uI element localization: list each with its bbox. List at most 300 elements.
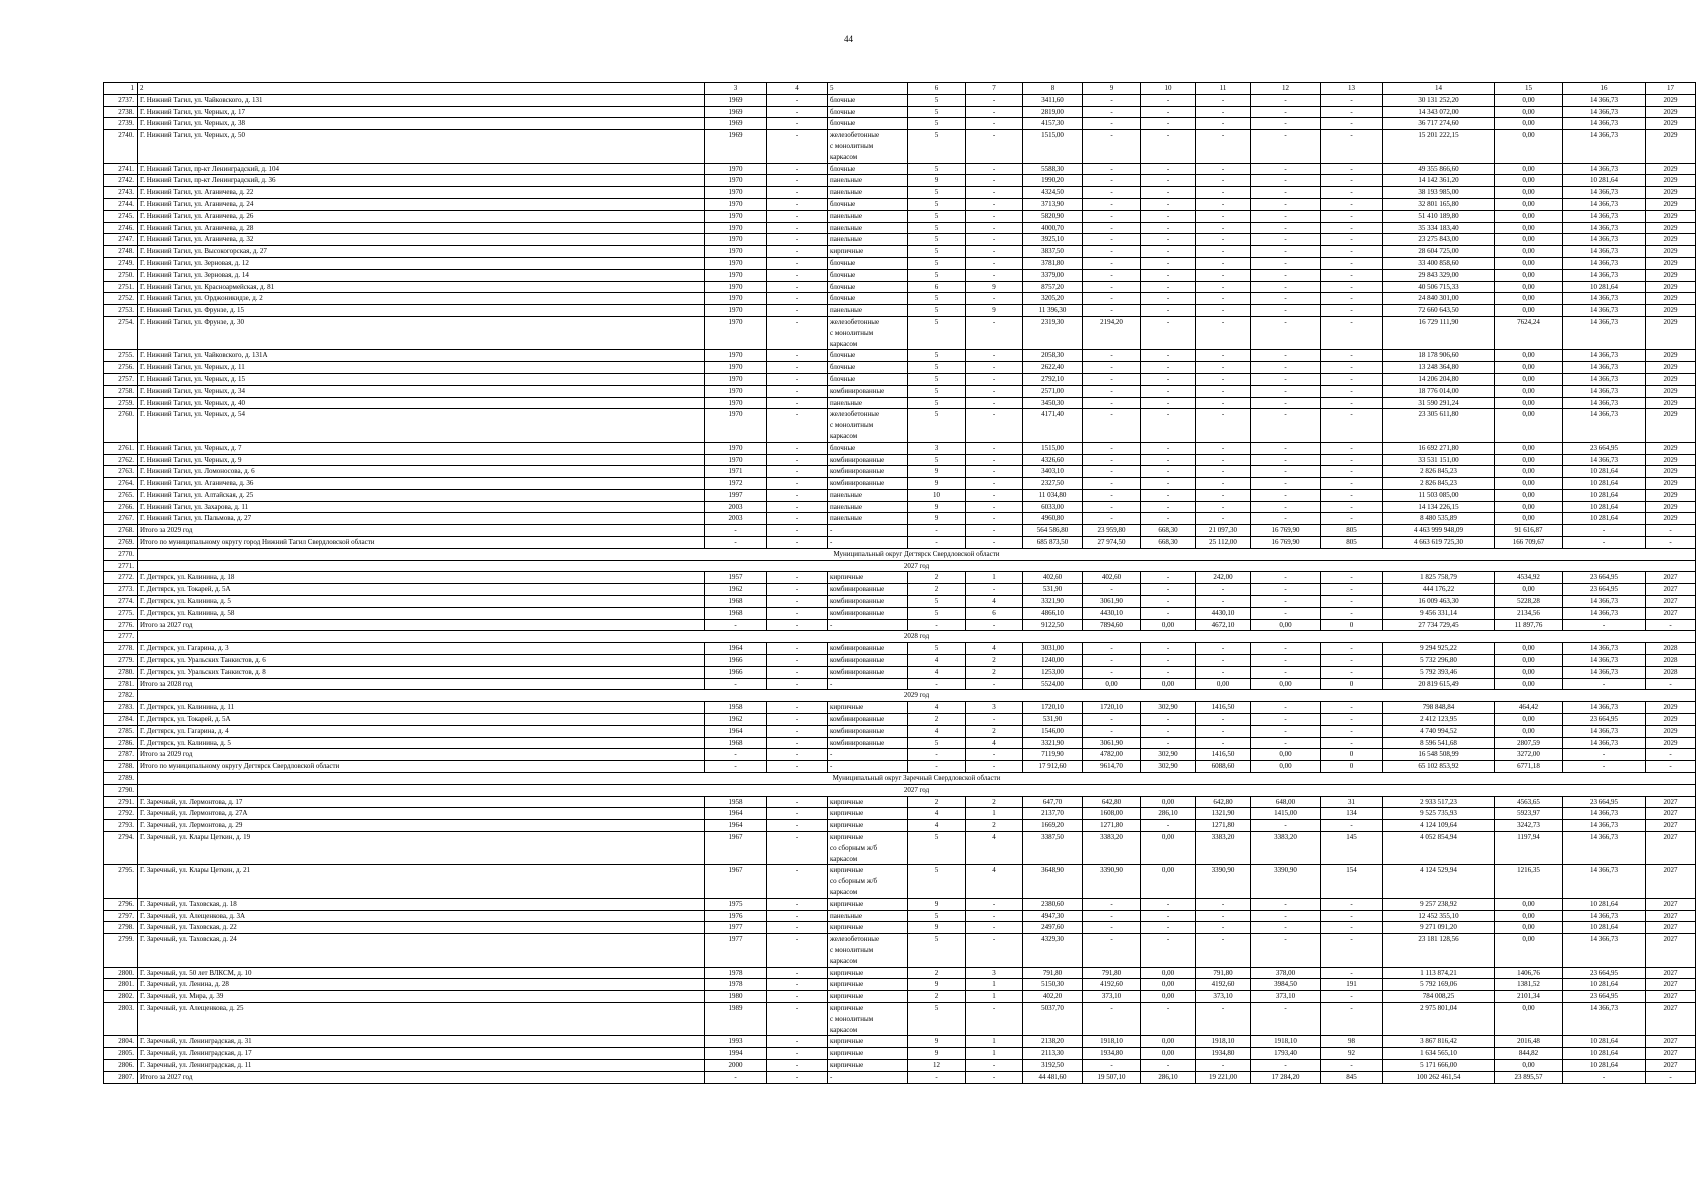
table-cell: -: [1083, 293, 1141, 305]
table-cell: -: [1321, 501, 1383, 513]
table-cell: 2767.: [104, 513, 138, 525]
table-cell: Г. Нижний Тагил, ул. Чайковского, д. 131А: [138, 350, 705, 362]
table-cell: -: [1083, 187, 1141, 199]
table-cell: -: [767, 1059, 828, 1071]
column-header: 14: [1383, 83, 1495, 95]
table-cell: 17 912,60: [1023, 761, 1083, 773]
table-cell: 1934,80: [1196, 1048, 1251, 1060]
table-cell: -: [966, 749, 1023, 761]
table-cell: 5: [908, 316, 966, 349]
table-cell: -: [767, 596, 828, 608]
table-cell: 647,70: [1023, 796, 1083, 808]
table-cell: 14 366,73: [1563, 820, 1646, 832]
table-cell: 4: [966, 832, 1023, 865]
table-cell: 1: [966, 808, 1023, 820]
table-cell: 5037,70: [1023, 1002, 1083, 1035]
table-cell: 2758.: [104, 385, 138, 397]
table-cell: 0,00: [1495, 293, 1563, 305]
table-cell: 1972: [705, 478, 767, 490]
table-cell: 0,00: [1141, 1048, 1196, 1060]
table-cell: -: [828, 1071, 908, 1083]
table-cell: 2327,50: [1023, 478, 1083, 490]
table-cell: 0,00: [1495, 373, 1563, 385]
table-cell: 10 281,64: [1563, 489, 1646, 501]
table-cell: 373,10: [1196, 991, 1251, 1003]
table-cell: -: [966, 316, 1023, 349]
table-cell: панельные: [828, 187, 908, 199]
table-cell: 0,00: [1495, 281, 1563, 293]
table-cell: Г. Заречный, ул. Таховская, д. 22: [138, 922, 705, 934]
table-cell: -: [1196, 257, 1251, 269]
table-cell: -: [966, 118, 1023, 130]
table-cell: 4: [966, 737, 1023, 749]
table-cell: 10 281,64: [1563, 478, 1646, 490]
table-cell: комбинированные: [828, 607, 908, 619]
table-cell: -: [828, 678, 908, 690]
table-cell: 9614,70: [1083, 761, 1141, 773]
table-cell: 3390,90: [1196, 865, 1251, 898]
table-cell: 2027: [1646, 796, 1696, 808]
table-cell: -: [1141, 281, 1196, 293]
table-cell: -: [1251, 130, 1321, 163]
table-cell: -: [767, 1036, 828, 1048]
table-cell: 14 366,73: [1563, 454, 1646, 466]
table-cell: 2: [908, 796, 966, 808]
table-cell: 0,00: [1495, 305, 1563, 317]
table-cell: -: [1083, 106, 1141, 118]
table-cell: -: [767, 187, 828, 199]
table-cell: -: [1563, 678, 1646, 690]
table-cell: 5: [908, 130, 966, 163]
table-cell: -: [1196, 584, 1251, 596]
table-cell: -: [1321, 596, 1383, 608]
table-cell: -: [1083, 584, 1141, 596]
table-cell: 3061,90: [1083, 596, 1141, 608]
table-cell: 19 221,00: [1196, 1071, 1251, 1083]
table-cell: 10 281,64: [1563, 466, 1646, 478]
table-cell: 6088,60: [1196, 761, 1251, 773]
table-cell: 286,10: [1141, 808, 1196, 820]
table-cell: 3450,30: [1023, 397, 1083, 409]
table-cell: 11 897,76: [1495, 619, 1563, 631]
table-cell: -: [767, 655, 828, 667]
table-cell: 0,00: [1495, 210, 1563, 222]
table-cell: Г. Заречный, ул. Клары Цеткин, д. 21: [138, 865, 705, 898]
table-cell: 2027: [1646, 910, 1696, 922]
table-cell: 302,90: [1141, 761, 1196, 773]
table-cell: 1918,10: [1083, 1036, 1141, 1048]
table-cell: -: [1196, 478, 1251, 490]
table-cell: Г. Заречный, ул. Таховская, д. 24: [138, 934, 705, 967]
table-cell: 9 257 238,92: [1383, 898, 1495, 910]
table-cell: -: [767, 210, 828, 222]
table-cell: 1970: [705, 222, 767, 234]
table-cell: 0,00: [1495, 910, 1563, 922]
table-cell: -: [767, 94, 828, 106]
table-cell: 2763.: [104, 466, 138, 478]
table-cell: Г. Нижний Тагил, ул. Аганичева, д. 26: [138, 210, 705, 222]
table-cell: -: [1083, 198, 1141, 210]
table-cell: 2029: [1646, 187, 1696, 199]
table-cell: 0: [1321, 761, 1383, 773]
table-cell: 1970: [705, 454, 767, 466]
table-cell: -: [908, 1071, 966, 1083]
table-cell: 3383,20: [1196, 832, 1251, 865]
table-cell: -: [1251, 350, 1321, 362]
table-cell: 2029: [1646, 702, 1696, 714]
table-cell: блочные: [828, 281, 908, 293]
table-cell: 12 452 355,10: [1383, 910, 1495, 922]
table-cell: 2027: [1646, 1036, 1696, 1048]
table-row: [104, 1036, 1696, 1048]
table-cell: 32 801 165,80: [1383, 198, 1495, 210]
table-cell: 21 097,30: [1196, 525, 1251, 537]
table-cell: 2497,60: [1023, 922, 1083, 934]
table-cell: 1970: [705, 187, 767, 199]
table-cell: -: [1083, 442, 1141, 454]
table-cell: 4: [908, 655, 966, 667]
table-cell: -: [767, 130, 828, 163]
table-cell: блочные: [828, 350, 908, 362]
table-cell: -: [1251, 655, 1321, 667]
table-cell: комбинированные: [828, 737, 908, 749]
table-cell: -: [1196, 489, 1251, 501]
row-number: 2782.: [104, 690, 138, 702]
table-cell: Г. Нижний Тагил, ул. Аганичева, д. 36: [138, 478, 705, 490]
table-cell: 27 974,50: [1083, 537, 1141, 549]
table-cell: -: [1083, 350, 1141, 362]
table-cell: 1 113 874,21: [1383, 967, 1495, 979]
table-cell: -: [1251, 702, 1321, 714]
table-cell: -: [1251, 466, 1321, 478]
table-cell: 65 102 853,92: [1383, 761, 1495, 773]
table-row: [104, 1002, 1696, 1035]
table-row: [104, 513, 1696, 525]
table-cell: -: [1141, 820, 1196, 832]
table-cell: Г. Заречный, ул. Лермонтова, д. 27А: [138, 808, 705, 820]
table-cell: Итого по муниципальному округу Дегтярск Свердловской области: [138, 761, 705, 773]
table-cell: -: [828, 619, 908, 631]
table-cell: -: [966, 210, 1023, 222]
table-cell: 1969: [705, 106, 767, 118]
table-cell: 18 776 014,00: [1383, 385, 1495, 397]
table-cell: -: [767, 820, 828, 832]
table-cell: -: [1141, 362, 1196, 374]
table-cell: 4534,92: [1495, 572, 1563, 584]
table-cell: -: [1251, 666, 1321, 678]
table-cell: 4171,40: [1023, 409, 1083, 442]
table-cell: 14 366,73: [1563, 293, 1646, 305]
table-cell: 0,00: [1141, 1036, 1196, 1048]
table-cell: 4563,65: [1495, 796, 1563, 808]
table-cell: 4329,30: [1023, 934, 1083, 967]
table-cell: 51 410 189,80: [1383, 210, 1495, 222]
table-cell: -: [767, 967, 828, 979]
table-cell: -: [1321, 737, 1383, 749]
table-cell: блочные: [828, 362, 908, 374]
table-cell: 10 281,64: [1563, 175, 1646, 187]
table-row: [104, 454, 1696, 466]
table-cell: 0,00: [1495, 898, 1563, 910]
table-cell: -: [966, 454, 1023, 466]
table-cell: 14 366,73: [1563, 94, 1646, 106]
table-cell: 791,80: [1196, 967, 1251, 979]
table-cell: Г. Заречный, ул. 50 лет ВЛКСМ, д. 10: [138, 967, 705, 979]
table-cell: кирпичные со сборным ж/б каркасом: [828, 865, 908, 898]
table-cell: 1970: [705, 442, 767, 454]
table-cell: 2029: [1646, 305, 1696, 317]
table-cell: 10 281,64: [1563, 1059, 1646, 1071]
table-cell: 0,00: [1495, 350, 1563, 362]
table-cell: комбинированные: [828, 466, 908, 478]
table-cell: -: [1321, 702, 1383, 714]
table-cell: 1989: [705, 1002, 767, 1035]
table-cell: 791,80: [1023, 967, 1083, 979]
table-cell: 2027: [1646, 898, 1696, 910]
table-cell: 2 826 845,23: [1383, 466, 1495, 478]
table-cell: 3192,50: [1023, 1059, 1083, 1071]
table-cell: 1970: [705, 305, 767, 317]
table-cell: 2029: [1646, 501, 1696, 513]
table-cell: 0,00: [1141, 678, 1196, 690]
table-cell: 1964: [705, 820, 767, 832]
table-cell: -: [1251, 607, 1321, 619]
table-cell: 2761.: [104, 442, 138, 454]
table-cell: 9: [908, 1036, 966, 1048]
table-cell: 2029: [1646, 409, 1696, 442]
table-cell: -: [1196, 442, 1251, 454]
table-cell: -: [767, 442, 828, 454]
table-cell: 7624,24: [1495, 316, 1563, 349]
table-cell: -: [1083, 910, 1141, 922]
table-cell: 14 366,73: [1563, 737, 1646, 749]
section-row: [104, 690, 1696, 702]
table-cell: -: [767, 525, 828, 537]
table-cell: -: [966, 898, 1023, 910]
table-cell: 3321,90: [1023, 737, 1083, 749]
table-cell: -: [767, 749, 828, 761]
table-cell: -: [1141, 643, 1196, 655]
table-cell: 2797.: [104, 910, 138, 922]
table-cell: -: [1083, 163, 1141, 175]
table-cell: -: [1321, 725, 1383, 737]
table-row: [104, 222, 1696, 234]
table-cell: 2029: [1646, 397, 1696, 409]
table-cell: -: [767, 373, 828, 385]
table-cell: Г. Нижний Тагил, ул. Пальмова, д. 27: [138, 513, 705, 525]
table-cell: 8757,20: [1023, 281, 1083, 293]
table-cell: 0,00: [1495, 385, 1563, 397]
table-cell: 2027: [1646, 1002, 1696, 1035]
table-cell: кирпичные: [828, 796, 908, 808]
table-cell: 5: [908, 246, 966, 258]
table-cell: 2755.: [104, 350, 138, 362]
table-cell: 2780.: [104, 666, 138, 678]
table-cell: -: [908, 525, 966, 537]
table-cell: 1976: [705, 910, 767, 922]
table-cell: Г. Заречный, ул. Мира, д. 39: [138, 991, 705, 1003]
table-cell: железобетонные с монолитным каркасом: [828, 934, 908, 967]
table-cell: 2029: [1646, 257, 1696, 269]
table-cell: -: [1083, 385, 1141, 397]
table-row: [104, 702, 1696, 714]
table-cell: 2028: [1646, 643, 1696, 655]
table-cell: 2319,30: [1023, 316, 1083, 349]
table-cell: 100 262 461,54: [1383, 1071, 1495, 1083]
table-cell: -: [767, 796, 828, 808]
table-cell: -: [966, 501, 1023, 513]
table-cell: 14 366,73: [1563, 198, 1646, 210]
table-cell: 2027: [1646, 979, 1696, 991]
table-cell: 286,10: [1141, 1071, 1196, 1083]
table-cell: 14 366,73: [1563, 666, 1646, 678]
table-cell: 1962: [705, 714, 767, 726]
table-cell: комбинированные: [828, 385, 908, 397]
table-cell: панельные: [828, 210, 908, 222]
table-cell: Г. Заречный, ул. Ленинградская, д. 11: [138, 1059, 705, 1071]
row-number: 2770.: [104, 548, 138, 560]
table-row: [104, 198, 1696, 210]
table-cell: 1962: [705, 584, 767, 596]
table-cell: Г. Нижний Тагил, ул. Черных, д. 38: [138, 118, 705, 130]
table-cell: -: [1321, 222, 1383, 234]
table-cell: -: [1141, 922, 1196, 934]
table-cell: 9: [908, 1048, 966, 1060]
table-row: [104, 808, 1696, 820]
table-cell: -: [1141, 198, 1196, 210]
table-cell: 17 284,20: [1251, 1071, 1321, 1083]
table-cell: железобетонные с монолитным каркасом: [828, 130, 908, 163]
table-cell: 2762.: [104, 454, 138, 466]
table-cell: 5: [908, 409, 966, 442]
table-cell: -: [1141, 118, 1196, 130]
table-cell: -: [1321, 922, 1383, 934]
table-cell: 154: [1321, 865, 1383, 898]
table-cell: 11 034,80: [1023, 489, 1083, 501]
column-header: 8: [1023, 83, 1083, 95]
table-cell: -: [1321, 106, 1383, 118]
table-cell: 0,00: [1495, 934, 1563, 967]
table-cell: 1416,50: [1196, 749, 1251, 761]
table-cell: 2819,00: [1023, 106, 1083, 118]
table-cell: 5: [908, 865, 966, 898]
table-cell: 2799.: [104, 934, 138, 967]
table-cell: 36 717 274,60: [1383, 118, 1495, 130]
table-cell: 33 400 858,60: [1383, 257, 1495, 269]
table-cell: 2027: [1646, 607, 1696, 619]
table-row: [104, 678, 1696, 690]
table-cell: 0,00: [1495, 163, 1563, 175]
table-cell: Г. Нижний Тагил, ул. Красноармейская, д. 81: [138, 281, 705, 293]
table-cell: 3: [966, 967, 1023, 979]
table-cell: 2029: [1646, 714, 1696, 726]
table-cell: -: [1083, 934, 1141, 967]
section-title: 2029 год: [138, 690, 1696, 702]
table-row: [104, 210, 1696, 222]
table-cell: -: [767, 106, 828, 118]
table-row: [104, 714, 1696, 726]
table-cell: -: [966, 350, 1023, 362]
table-cell: -: [767, 478, 828, 490]
table-cell: Г. Дегтярск, ул. Калинина, д. 5: [138, 596, 705, 608]
table-cell: 3272,00: [1495, 749, 1563, 761]
table-cell: -: [1083, 118, 1141, 130]
table-cell: -: [1083, 466, 1141, 478]
table-cell: 4960,80: [1023, 513, 1083, 525]
table-cell: Г. Нижний Тагил, ул. Черных, д. 9: [138, 454, 705, 466]
table-cell: Г. Дегтярск, ул. Уральских Танкистов, д. 6: [138, 655, 705, 667]
table-cell: 2027: [1646, 922, 1696, 934]
table-cell: 3837,50: [1023, 246, 1083, 258]
table-cell: -: [1251, 898, 1321, 910]
table-cell: 2801.: [104, 979, 138, 991]
table-cell: 531,90: [1023, 584, 1083, 596]
table-cell: -: [767, 991, 828, 1003]
table-row: [104, 409, 1696, 442]
table-cell: 6771,18: [1495, 761, 1563, 773]
table-cell: 9: [966, 305, 1023, 317]
table-cell: панельные: [828, 222, 908, 234]
table-cell: -: [1321, 655, 1383, 667]
table-cell: панельные: [828, 489, 908, 501]
table-cell: -: [767, 385, 828, 397]
table-cell: 1970: [705, 234, 767, 246]
table-cell: 3781,80: [1023, 257, 1083, 269]
table-cell: 3984,50: [1251, 979, 1321, 991]
row-number: 2771.: [104, 560, 138, 572]
table-cell: -: [1321, 898, 1383, 910]
table-cell: 5 792 169,06: [1383, 979, 1495, 991]
table-cell: 2: [908, 991, 966, 1003]
table-cell: 16 729 111,90: [1383, 316, 1495, 349]
table-cell: -: [1251, 385, 1321, 397]
table-cell: 2029: [1646, 163, 1696, 175]
table-cell: 1977: [705, 922, 767, 934]
table-cell: 5: [908, 643, 966, 655]
table-cell: -: [1141, 454, 1196, 466]
table-cell: Г. Нижний Тагил, ул. Ломоносова, д. 6: [138, 466, 705, 478]
table-cell: -: [1563, 1071, 1646, 1083]
table-cell: 2571,00: [1023, 385, 1083, 397]
table-cell: панельные: [828, 305, 908, 317]
table-cell: -: [767, 489, 828, 501]
table-cell: -: [1321, 234, 1383, 246]
table-cell: -: [1196, 910, 1251, 922]
table-cell: -: [1251, 187, 1321, 199]
table-cell: 31: [1321, 796, 1383, 808]
table-cell: 2622,40: [1023, 362, 1083, 374]
table-cell: 1977: [705, 934, 767, 967]
table-cell: -: [1196, 922, 1251, 934]
table-cell: -: [767, 269, 828, 281]
table-cell: 2028: [1646, 666, 1696, 678]
table-cell: 5: [908, 305, 966, 317]
table-cell: -: [1251, 163, 1321, 175]
table-cell: панельные: [828, 501, 908, 513]
table-cell: 784 008,25: [1383, 991, 1495, 1003]
table-cell: 4 124 529,94: [1383, 865, 1495, 898]
table-cell: Г. Дегтярск, ул. Гагарина, д. 3: [138, 643, 705, 655]
table-cell: 5: [908, 187, 966, 199]
table-cell: 9: [908, 979, 966, 991]
table-cell: Г. Нижний Тагил, ул. Орджоникидзе, д. 2: [138, 293, 705, 305]
table-cell: Г. Нижний Тагил, ул. Фрунзе, д. 15: [138, 305, 705, 317]
table-cell: 0,00: [1141, 979, 1196, 991]
table-cell: 1669,20: [1023, 820, 1083, 832]
table-cell: 0,00: [1495, 362, 1563, 374]
table-cell: -: [1321, 1059, 1383, 1071]
table-cell: -: [1083, 454, 1141, 466]
